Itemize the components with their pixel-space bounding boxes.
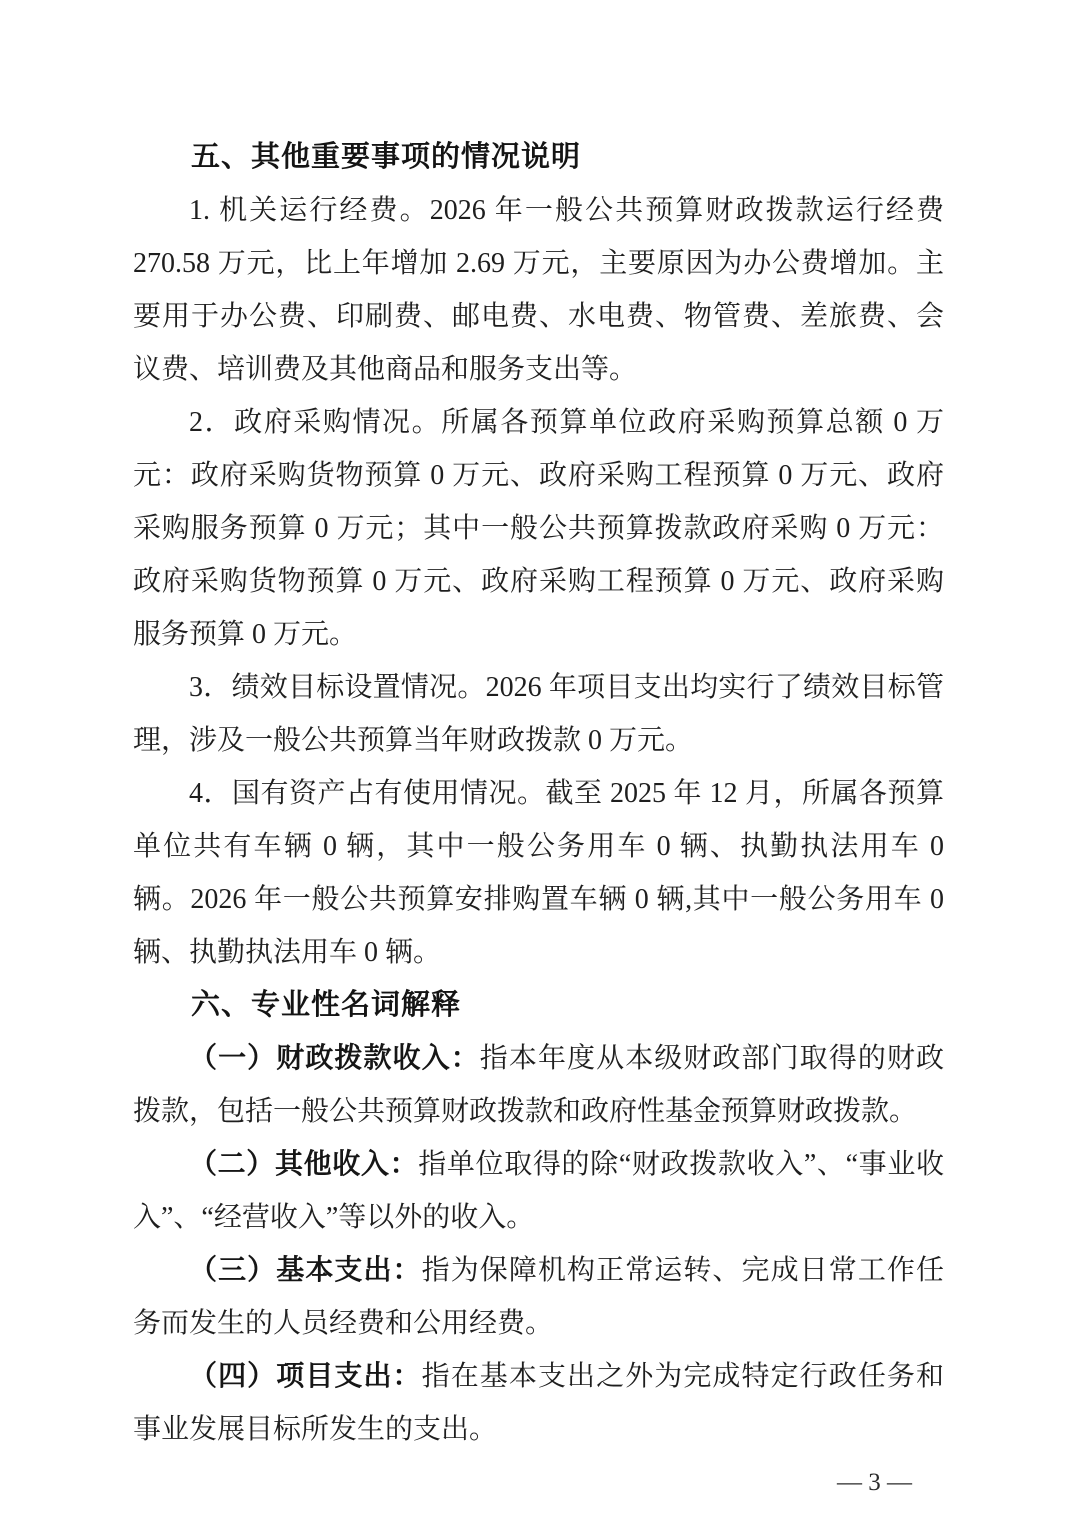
definition-text: 指为保障机构正常运转、完成日常工作任务而发生的人员经费和公用经费。 bbox=[133, 1255, 944, 1339]
page-number: — 3 — bbox=[837, 1469, 912, 1496]
definition-term: （二）其他收入： bbox=[189, 1149, 419, 1180]
definition-fiscal-appropriation-income bbox=[133, 1032, 944, 1138]
paragraph-government-procurement: 2．政府采购情况。所属各预算单位政府采购预算总额 0 万元：政府采购货物预算 0 万元、政府采购工程预算 0 万元、政府采购服务预算 0 万元；其中一般公共预算拨款政府采购 0 万元：政府采购货物预算 0 万元、政府采购工程预算 0 万元、政府采购服务预算 0 万元。 bbox=[133, 407, 944, 650]
definition-term: （四）项目支出： bbox=[189, 1361, 422, 1392]
paragraph-agency-operating-expenses: 1. 机关运行经费。2026 年一般公共预算财政拨款运行经费 270.58 万元，比上年增加 2.69 万元，主要原因为办公费增加。主要用于办公费、印刷费、邮电费、水电费、物管费、差旅费、会议费、培训费及其他商品和服务支出等。 bbox=[133, 195, 944, 385]
paragraph-performance-targets: 3．绩效目标设置情况。2026 年项目支出均实行了绩效目标管理，涉及一般公共预算当年财政拨款 0 万元。 bbox=[133, 672, 944, 756]
page-footer bbox=[0, 1468, 1074, 1498]
definition-basic-expenditure bbox=[133, 1244, 944, 1350]
definition-term: （三）基本支出： bbox=[189, 1255, 422, 1286]
definition-text: 指单位取得的除“财政拨款收入”、“事业收入”、“经营收入”等以外的收入。 bbox=[133, 1149, 944, 1233]
definition-project-expenditure bbox=[133, 1350, 944, 1456]
definition-text: 指在基本支出之外为完成特定行政任务和事业发展目标所发生的支出。 bbox=[133, 1361, 944, 1445]
section5-heading: 五、其他重要事项的情况说明 bbox=[191, 141, 582, 173]
definition-term: （一）财政拨款收入： bbox=[189, 1043, 480, 1074]
definition-other-income bbox=[133, 1138, 944, 1244]
section6-heading: 六、专业性名词解释 bbox=[191, 989, 462, 1021]
definition-text: 指本年度从本级财政部门取得的财政拨款，包括一般公共预算财政拨款和政府性基金预算财政拨款。 bbox=[133, 1043, 944, 1127]
paragraph-state-owned-assets: 4．国有资产占有使用情况。截至 2025 年 12 月，所属各预算单位共有车辆 0 辆，其中一般公务用车 0 辆、执勤执法用车 0 辆。2026 年一般公共预算安排购置车辆 0 辆,其中一般公务用车 0 辆、执勤执法用车 0 辆。 bbox=[133, 778, 944, 968]
